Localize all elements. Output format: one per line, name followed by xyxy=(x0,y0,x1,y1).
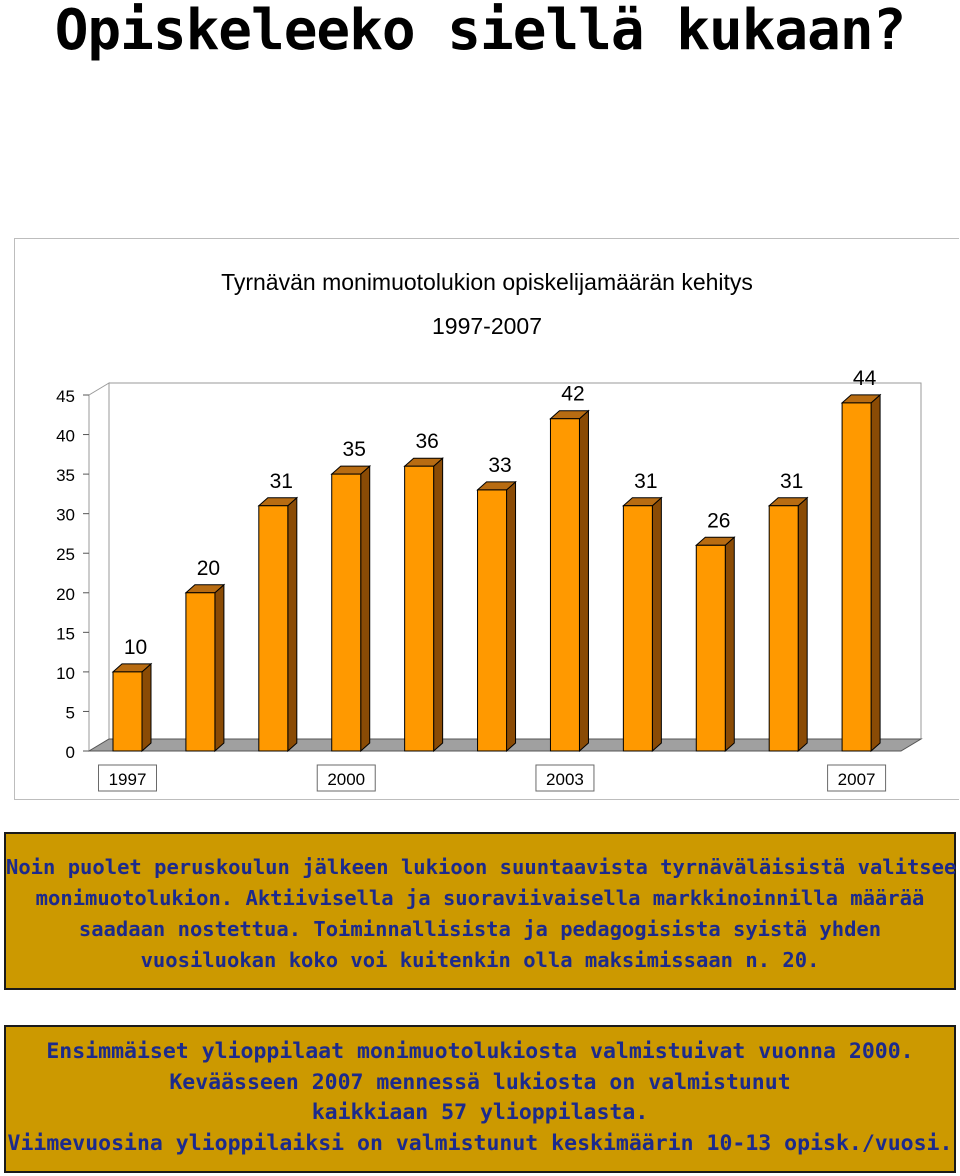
note-line: kaikkiaan 57 ylioppilasta. xyxy=(311,1100,649,1125)
data-label: 36 xyxy=(415,430,439,454)
data-label: 44 xyxy=(852,366,877,390)
data-label: 20 xyxy=(196,556,221,580)
bar-side xyxy=(361,466,370,751)
data-label: 35 xyxy=(342,438,366,462)
note-line: Keväässeen 2007 mennessä lukiosta on valmistunut xyxy=(169,1069,791,1095)
note-box-2 xyxy=(4,1025,956,1173)
bar xyxy=(769,506,798,751)
note-line: Viimevuosina ylioppilaiksi on valmistunut keskimäärin 10-13 opisk./vuosi. xyxy=(7,1130,953,1156)
note-box-1 xyxy=(4,832,956,990)
bar-side xyxy=(215,585,224,751)
x-tick-label: 2007 xyxy=(837,770,876,789)
bar-side xyxy=(725,537,734,751)
bar xyxy=(842,403,871,751)
y-tick-label: 40 xyxy=(56,426,75,446)
note-line: monimuotolukion. Aktiivisella ja suoraviivaisella markkinoinnilla määrää xyxy=(35,886,925,910)
bar xyxy=(332,474,361,751)
x-tick-label: 1997 xyxy=(108,770,147,789)
chart-subtitle: 1997-2007 xyxy=(432,313,542,339)
y-tick-label: 30 xyxy=(56,505,75,525)
bar xyxy=(478,490,507,751)
bar-side xyxy=(652,498,661,751)
data-label: 42 xyxy=(561,382,585,406)
y-tick-label: 5 xyxy=(65,703,75,723)
bar xyxy=(186,593,215,751)
data-label: 26 xyxy=(707,509,731,533)
bar-side xyxy=(507,482,516,751)
bar xyxy=(623,506,652,751)
bar xyxy=(113,672,142,751)
data-label: 10 xyxy=(123,635,148,659)
bar-chart xyxy=(15,239,959,799)
chart-title: Tyrnävän monimuotolukion opiskelijamäärän kehitys xyxy=(221,269,753,295)
bar-side xyxy=(288,498,297,751)
y-tick-label: 35 xyxy=(56,466,75,486)
y-tick-label: 0 xyxy=(65,743,75,762)
data-label: 31 xyxy=(269,469,293,493)
bar-side xyxy=(798,498,807,751)
bar-side xyxy=(579,411,588,751)
note-line: Noin puolet peruskoulun jälkeen lukioon suuntaavista tyrnäväläisistä valitsee xyxy=(6,855,957,879)
bar xyxy=(696,545,725,751)
x-tick-label: 2003 xyxy=(546,770,584,789)
note-line: vuosiluokan koko voi kuitenkin olla maksimissaan n. 20. xyxy=(140,948,820,972)
data-label: 31 xyxy=(634,469,658,493)
note-line: saadaan nostettua. Toiminnallisista ja pedagogisista syistä yhden xyxy=(78,917,882,941)
page-title: Opiskeleeko siellä kukaan? xyxy=(54,0,906,63)
y-tick-label: 20 xyxy=(56,584,75,604)
bar xyxy=(259,506,288,751)
y-tick-label: 25 xyxy=(56,545,75,565)
bar-side xyxy=(142,664,151,751)
note-line: Ensimmäiset ylioppilaat monimuotolukiosta valmistuivat vuonna 2000. xyxy=(46,1039,914,1064)
y-tick-label: 10 xyxy=(56,663,75,683)
chart-side-wall xyxy=(89,383,109,751)
x-tick-label: 2000 xyxy=(327,770,366,789)
y-tick-label: 45 xyxy=(56,387,75,406)
data-label: 33 xyxy=(488,453,512,477)
data-label: 31 xyxy=(780,469,804,493)
chart-area xyxy=(14,238,959,800)
bar xyxy=(550,419,579,751)
bar-side xyxy=(871,395,880,751)
bar xyxy=(405,466,434,751)
bar-side xyxy=(434,458,443,751)
y-tick-label: 15 xyxy=(56,624,75,644)
